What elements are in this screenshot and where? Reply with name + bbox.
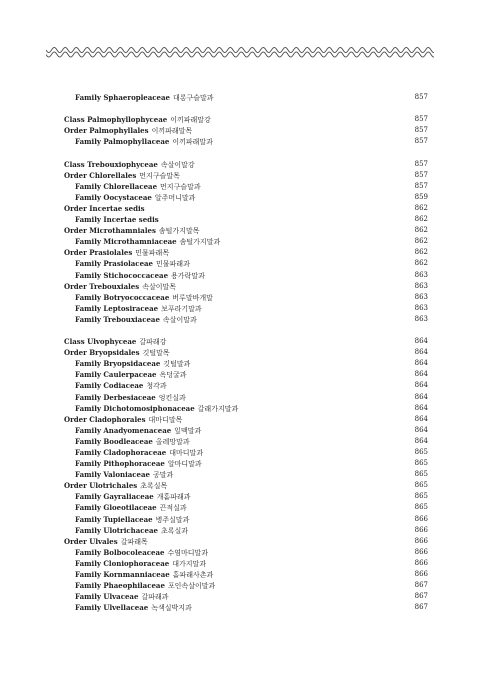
toc-entry-class[interactable]: [64, 336, 428, 347]
korean-name: 올레망말과: [155, 437, 190, 446]
toc-entry-title: [64, 469, 173, 480]
toc-entry-title: [64, 258, 190, 269]
toc-entry-family[interactable]: [64, 547, 428, 558]
toc-entry-title: [64, 580, 215, 591]
toc-entry-family[interactable]: [64, 580, 428, 591]
toc-entry-title: [64, 447, 203, 458]
toc-entry-family[interactable]: [64, 491, 428, 502]
toc-entry-order[interactable]: [64, 281, 428, 292]
toc-entry-family[interactable]: [64, 236, 428, 247]
page-number: 864: [414, 436, 428, 445]
toc-entry-title: [64, 214, 159, 225]
toc-entry-order[interactable]: [64, 536, 428, 547]
toc-entry-title: [64, 491, 191, 502]
toc-entry-class[interactable]: [64, 114, 428, 125]
toc-entry-title: [64, 303, 202, 314]
toc-entry-title: [64, 536, 148, 547]
page-number: 867: [414, 581, 428, 590]
toc-entry-family[interactable]: [64, 369, 428, 380]
toc-entry-family[interactable]: [64, 392, 428, 403]
toc-entry-title: [64, 125, 192, 136]
page-number: 863: [414, 292, 428, 301]
toc-entry-title: [64, 547, 208, 558]
toc-entry-title: [64, 203, 145, 214]
taxon-name: Family Anadyomenaceae: [75, 425, 172, 435]
toc-entry-family[interactable]: [64, 514, 428, 525]
toc-entry-family[interactable]: [64, 258, 428, 269]
toc-entry-title: [64, 314, 197, 325]
taxon-name: Family Prasiolaceae: [75, 259, 154, 269]
toc-entry-family[interactable]: [64, 458, 428, 469]
page-number: 864: [414, 425, 428, 434]
page-number: 862: [414, 259, 428, 268]
taxon-name: Family Valoniaceae: [75, 470, 150, 480]
toc-entry-family[interactable]: [64, 270, 428, 281]
toc-entry-order[interactable]: [64, 480, 428, 491]
korean-name: 홑파래사촌과: [172, 571, 214, 580]
toc-entry-title: [64, 136, 213, 147]
page-number: 862: [414, 215, 428, 224]
toc-entry-family[interactable]: [64, 558, 428, 569]
toc-entry-title: [64, 247, 169, 258]
korean-name: 녹색실박지과: [151, 604, 192, 613]
toc-entry-title: [64, 192, 195, 203]
page-number: 857: [414, 159, 428, 168]
page-number: 867: [414, 592, 428, 601]
toc-entry-title: [64, 514, 189, 525]
toc-entry-title: [64, 403, 238, 414]
korean-name: 먼지구슬말과: [160, 182, 201, 191]
toc-entry-family[interactable]: [64, 447, 428, 458]
korean-name: 초록실과: [160, 526, 189, 535]
toc-entry-family[interactable]: [64, 602, 428, 613]
page-number: 862: [414, 237, 428, 246]
toc-entry-family[interactable]: [64, 502, 428, 513]
toc-entry-family[interactable]: [64, 525, 428, 536]
korean-name: 솜털가지말과: [179, 238, 221, 247]
taxon-name: Family Trebouxiaceae: [75, 314, 160, 324]
korean-name: 대롱구슬말과: [173, 94, 214, 102]
korean-name: 속살이말목: [142, 282, 176, 291]
korean-name: 공말과: [153, 471, 174, 480]
toc-entry-family[interactable]: [64, 425, 428, 436]
korean-name: 대마디말목: [148, 415, 183, 424]
taxon-name: Family Palmophyllaceae: [75, 137, 170, 147]
toc-entry-family[interactable]: [64, 591, 428, 602]
taxon-name: Family Cladophoraceae: [75, 448, 167, 457]
taxon-name: Family Sphaeropleaceae: [75, 93, 170, 102]
taxon-name: Family Caulerpaceae: [75, 370, 157, 380]
toc-entry-title: [64, 602, 192, 613]
taxon-name: Class Palmophyllophyceae: [64, 115, 168, 125]
taxon-name: Family Bolbocoleaceae: [75, 547, 165, 557]
taxon-name: Order Ulotrichales: [64, 481, 138, 491]
page-number: 866: [414, 536, 428, 545]
toc-entry-class[interactable]: [64, 159, 428, 170]
toc-entry-order[interactable]: [64, 125, 428, 136]
korean-name: 깃털말과: [163, 360, 191, 369]
page-number: 866: [414, 514, 428, 523]
page-number: 866: [414, 558, 428, 567]
toc-entry-title: [64, 181, 201, 192]
korean-name: 수염마디말과: [167, 548, 209, 557]
toc-entry-order[interactable]: [64, 203, 428, 214]
page-number: 864: [414, 381, 428, 390]
toc-entry-title: [64, 292, 213, 303]
toc-entry-title: [64, 358, 190, 369]
korean-name: 잎맥말과: [174, 426, 202, 435]
taxon-name: Order Ulvales: [64, 536, 118, 546]
korean-name: 갈파래목: [120, 537, 148, 546]
taxon-name: Family Gayraliaceae: [75, 492, 154, 502]
page-number: 864: [414, 403, 428, 412]
page-number: 863: [414, 314, 428, 323]
toc-entry-title: [64, 425, 201, 436]
page-number: 862: [414, 226, 428, 235]
korean-name: 포인속살이말과: [167, 582, 216, 591]
toc-entry-order[interactable]: [64, 414, 428, 425]
korean-name: 버루말바개말: [172, 293, 213, 302]
toc-entry-title: [64, 114, 211, 125]
korean-name: 민물파래과: [156, 260, 190, 269]
page-number: 866: [414, 547, 428, 556]
taxon-name: Class Trebouxiophyceae: [64, 159, 158, 169]
toc-entry-title: [64, 369, 187, 380]
toc-entry-title: [64, 347, 170, 358]
taxon-name: Family Ulvaceae: [75, 592, 139, 602]
toc-entry-family[interactable]: [64, 136, 428, 147]
toc-entry-title: [64, 558, 206, 569]
taxon-name: Family Codiaceae: [75, 381, 144, 391]
toc-entry-family[interactable]: [64, 292, 428, 303]
toc-entry-family[interactable]: [64, 469, 428, 480]
korean-name: 개홑파래과: [156, 493, 191, 502]
toc-entry-title: [64, 281, 176, 292]
toc-entry-title: [64, 159, 195, 170]
page-number: 857: [414, 115, 428, 124]
korean-name: 속살이말과: [162, 315, 197, 324]
taxon-name: Class Ulvophyceae: [64, 337, 137, 347]
toc-entry-title: [64, 525, 188, 536]
toc-entry-family[interactable]: [64, 92, 428, 103]
page-number: 865: [414, 459, 428, 468]
page-number: 867: [414, 603, 428, 612]
taxon-name: Order Cladophorales: [64, 414, 146, 424]
toc-entry-family[interactable]: [64, 314, 428, 325]
page-number: 857: [414, 181, 428, 190]
korean-name: 이끼파래말목: [151, 127, 193, 136]
toc-entry-title: [64, 392, 186, 403]
toc-entry-family[interactable]: [64, 303, 428, 314]
toc-entry-title: [64, 569, 213, 580]
page-number: 865: [414, 470, 428, 479]
toc-entry-title: [64, 436, 190, 447]
taxon-name: Family Pithophoraceae: [75, 459, 165, 469]
toc-entry-family[interactable]: [64, 358, 428, 369]
korean-name: 용가락말과: [171, 271, 205, 280]
page-number: 857: [414, 93, 428, 101]
taxon-name: Family Chlorellaceae: [75, 181, 158, 191]
taxon-name: Family Bryopsidaceae: [75, 359, 161, 369]
toc-entry-title: [64, 92, 214, 103]
korean-name: 알마디말과: [167, 460, 202, 469]
korean-name: 솜털가지말목: [158, 227, 200, 236]
taxon-name: Family Incertae sedis: [75, 215, 159, 225]
taxon-name: Family Cloniophoraceae: [75, 558, 170, 568]
section-spacer: [64, 147, 428, 158]
toc-entry-title: [64, 236, 220, 247]
toc-entry-family[interactable]: [64, 214, 428, 225]
korean-name: 옥덩굴과: [159, 371, 187, 380]
page-number: 857: [414, 126, 428, 135]
taxon-name: Family Phaeophilaceae: [75, 581, 165, 591]
taxon-name: Order Chlorellales: [64, 170, 137, 180]
taxon-name: Family Boodleaceae: [75, 436, 153, 446]
toc-entry-order[interactable]: [64, 347, 428, 358]
toc-entry-title: [64, 458, 202, 469]
korean-name: 민물파래목: [135, 249, 170, 258]
taxon-name: Order Incertae sedis: [64, 203, 145, 213]
toc-entry-title: [64, 591, 169, 602]
taxon-name: Family Derbesiaceae: [75, 392, 156, 402]
korean-name: 이끼파래말강: [170, 116, 211, 125]
toc-entry-title: [64, 380, 167, 391]
toc-entry-family[interactable]: [64, 569, 428, 580]
section-spacer: [64, 103, 428, 114]
page-number: 864: [414, 348, 428, 357]
page-number: 863: [414, 303, 428, 312]
taxon-name: Order Trebouxiales: [64, 281, 140, 291]
korean-name: 대가지말과: [172, 559, 207, 568]
korean-name: 끈적실과: [159, 504, 187, 513]
toc-entry-title: [64, 414, 182, 425]
page-number: 865: [414, 492, 428, 501]
taxon-name: Order Bryopsidales: [64, 348, 140, 358]
page-number: 859: [414, 192, 428, 201]
section-spacer: [64, 325, 428, 336]
toc-entry-family[interactable]: [64, 181, 428, 192]
taxon-name: Order Prasiolales: [64, 248, 133, 258]
page-number: 864: [414, 414, 428, 423]
toc-entry-family[interactable]: [64, 436, 428, 447]
taxon-name: Family Microthamniaceae: [75, 237, 177, 247]
page-number: 857: [414, 137, 428, 146]
toc-entry-title: [64, 336, 166, 347]
page-number: 866: [414, 570, 428, 579]
korean-name: 갈파래과: [141, 593, 169, 602]
taxon-name: Family Gloeotilaceae: [75, 503, 157, 513]
korean-name: 속살이말강: [160, 160, 195, 169]
korean-name: 병주실말과: [155, 515, 190, 524]
korean-name: 갈파래강: [139, 338, 167, 347]
toc-entry-title: [64, 170, 180, 181]
toc-entry-title: [64, 502, 187, 513]
toc-entry-order[interactable]: [64, 170, 428, 181]
wave-border-ornament: [46, 45, 434, 59]
taxon-name: Family Ulvellaceae: [75, 603, 149, 613]
page-number: 864: [414, 392, 428, 401]
taxon-name: Family Kornmanniaceae: [75, 570, 170, 580]
korean-name: 청각과: [146, 382, 167, 391]
table-of-contents: [64, 92, 428, 613]
korean-name: 알주머니말과: [154, 193, 196, 202]
taxon-name: Family Oocystaceae: [75, 192, 152, 202]
taxon-name: Order Microthamniales: [64, 226, 156, 236]
korean-name: 먼지구슬말목: [139, 171, 180, 180]
toc-entry-family[interactable]: [64, 380, 428, 391]
page-number: 857: [414, 170, 428, 179]
toc-entry-order[interactable]: [64, 225, 428, 236]
toc-entry-title: [64, 480, 167, 491]
korean-name: 초록실목: [140, 482, 168, 491]
taxon-name: Family Tupiellaceae: [75, 514, 153, 524]
toc-entry-family[interactable]: [64, 403, 428, 414]
page-number: 863: [414, 270, 428, 279]
korean-name: 보푸라기말과: [161, 304, 202, 313]
taxon-name: Family Ulotrichaceae: [75, 525, 158, 535]
toc-entry-family[interactable]: [64, 192, 428, 203]
taxon-name: Family Botryococcaceae: [75, 292, 170, 302]
taxon-name: Family Leptosiraceae: [75, 303, 159, 313]
toc-entry-order[interactable]: [64, 247, 428, 258]
page-number: 864: [414, 337, 428, 346]
korean-name: 엉킨실과: [158, 393, 186, 402]
korean-name: 이끼파래말과: [172, 138, 213, 147]
page-number: 864: [414, 370, 428, 379]
page-number: 864: [414, 359, 428, 368]
taxon-name: Family Stichococcaceae: [75, 270, 169, 280]
taxon-name: Family Dichotomosiphonaceae: [75, 403, 195, 413]
page-number: 865: [414, 481, 428, 490]
page-number: 862: [414, 203, 428, 212]
page-number: 862: [414, 248, 428, 257]
page-number: 865: [414, 503, 428, 512]
korean-name: 깃털말목: [142, 349, 170, 358]
toc-entry-title: [64, 225, 199, 236]
page-number: 863: [414, 281, 428, 290]
taxon-name: Order Palmophyllales: [64, 126, 149, 136]
korean-name: 대마디말과: [169, 449, 204, 457]
page-number: 865: [414, 448, 428, 456]
toc-entry-title: [64, 270, 205, 281]
korean-name: 갈래가지말과: [197, 404, 239, 413]
page-number: 866: [414, 525, 428, 534]
